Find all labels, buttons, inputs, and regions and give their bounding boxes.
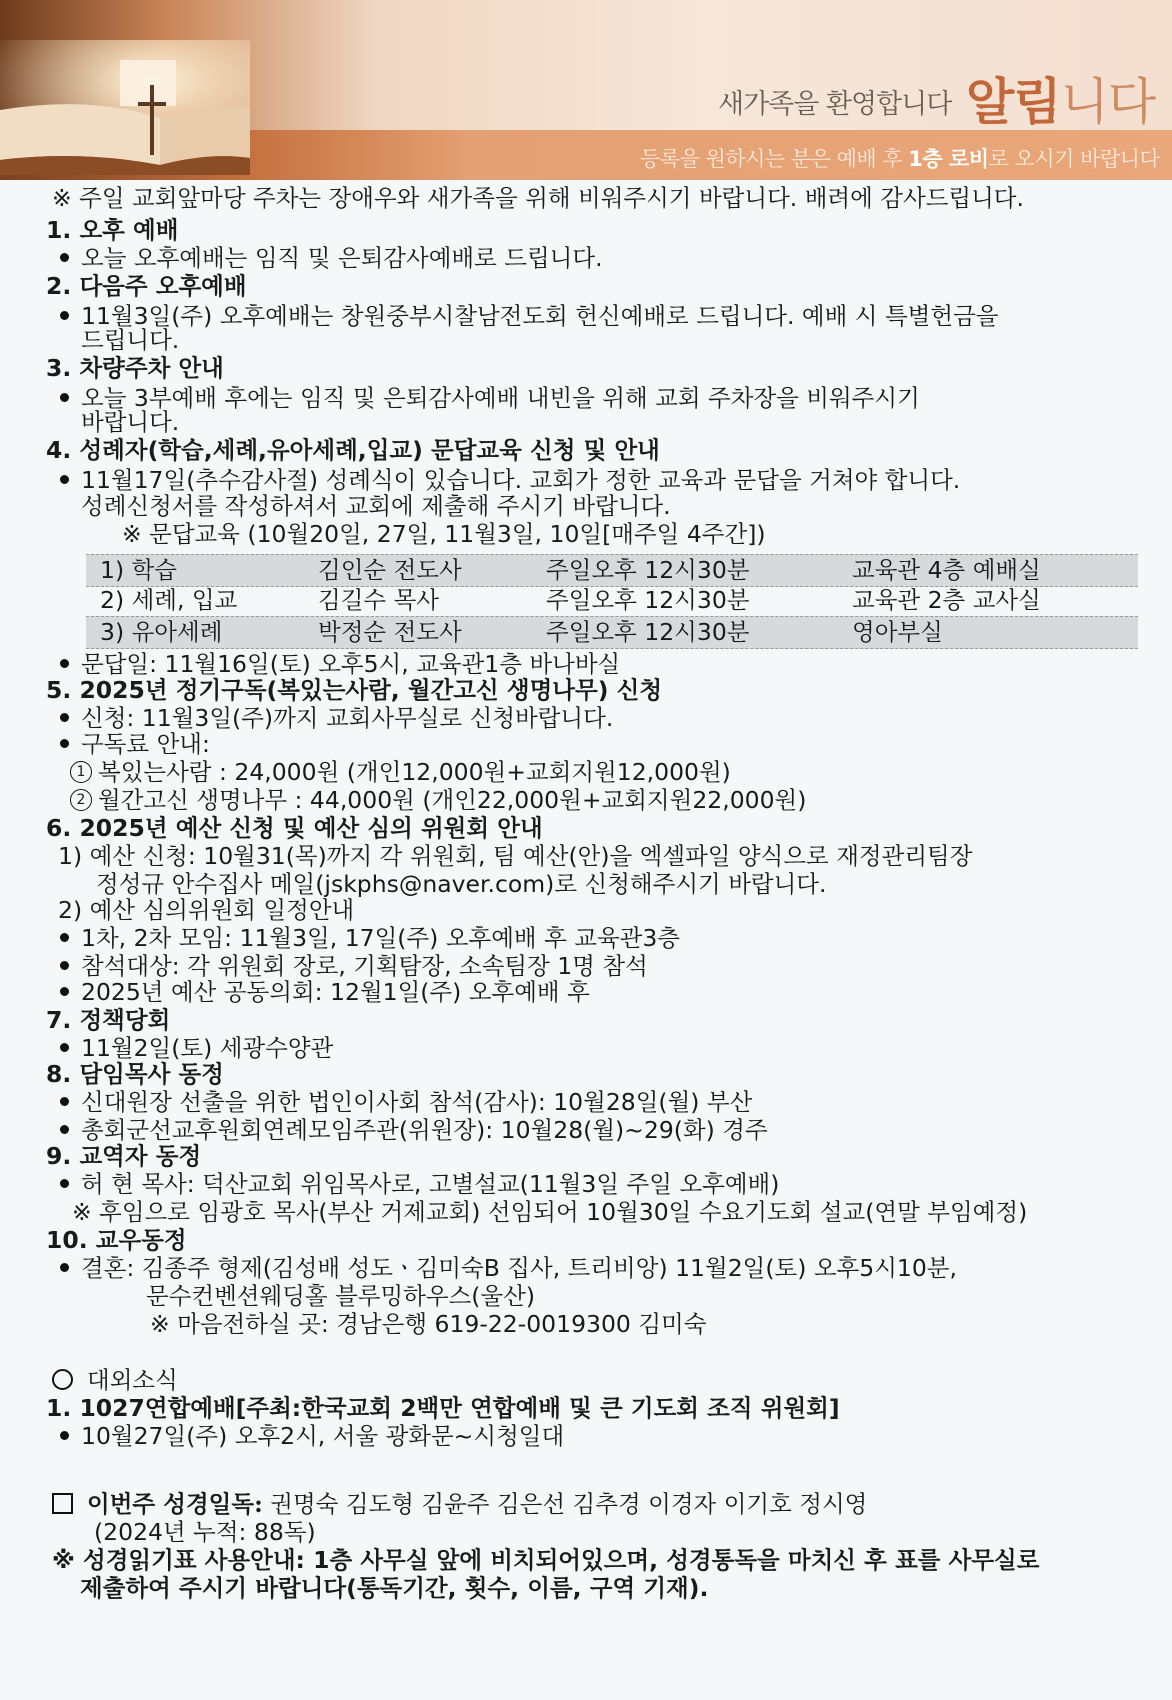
edu-row-3 <box>86 616 1138 649</box>
header-sub-post: 로 오시기 바랍니다 <box>988 147 1160 171</box>
section-3-item <box>60 384 920 412</box>
bible-sheet-note-1: ※ 성경읽기표 사용안내: 1층 사무실 앞에 비치되어있으며, 성경통독을 마치신 후 표를 사무실로 <box>52 1546 1040 1574</box>
section-9-item <box>60 1170 779 1198</box>
section-6-item-2 <box>60 952 648 980</box>
outside-news-title <box>52 1366 178 1394</box>
section-6-item-1 <box>60 924 680 952</box>
section-10-note: ※ 마음전하실 곳: 경남은행 619-22-0019300 김미숙 <box>150 1310 707 1338</box>
edu-teacher: 김인순 전도사 <box>318 556 462 584</box>
section-5-item-1 <box>60 704 613 732</box>
section-10-title: 10. 교우동정 <box>46 1226 187 1254</box>
section-7-text: 11월2일(토) 세광수양관 <box>81 1034 334 1062</box>
section-4-item <box>60 466 960 494</box>
outside-news-text: 10월27일(주) 오후2시, 서울 광화문~시청일대 <box>81 1422 565 1450</box>
section-3-text: 오늘 3부예배 후에는 임직 및 은퇴감사예배 내빈을 위해 교회 주차장을 비워주시기 <box>81 384 920 412</box>
section-9-text: 허 현 목사: 덕산교회 위임목사로, 고별설교(11월3일 주일 오후예배) <box>81 1170 780 1198</box>
outside-news-label: 대외소식 <box>87 1366 178 1394</box>
bullet-icon <box>60 961 69 970</box>
edu-type: 3) 유아세례 <box>100 618 223 646</box>
section-6-line-2: 2) 예산 심의위원회 일정안내 <box>58 896 355 924</box>
bullet-icon <box>60 1125 69 1134</box>
welcome-text: 새가족을 환영합니다 <box>718 89 952 120</box>
bullet-icon <box>60 1431 69 1440</box>
edu-row-1 <box>86 554 1138 587</box>
section-7-item <box>60 1034 333 1062</box>
edu-teacher: 김길수 목사 <box>318 586 439 614</box>
bullet-icon <box>60 739 69 748</box>
section-8-text-1: 신대원장 선출을 위한 법인이사회 참석(감사): 10월28일(월) 부산 <box>81 1088 753 1116</box>
edu-row-2 <box>86 585 1138 616</box>
edu-type: 1) 학습 <box>100 556 177 584</box>
section-4-text: 11월17일(추수감사절) 성례식이 있습니다. 교회가 정한 교육과 문답을 거쳐야 합니다. <box>81 466 961 494</box>
subscription-1-text: 복있는사람 : 24,000원 (개인12,000원+교회지원12,000원) <box>98 758 731 786</box>
edu-time: 주일오후 12시30분 <box>546 556 750 584</box>
edu-time: 주일오후 12시30분 <box>546 586 750 614</box>
circled-number-1: 1 <box>70 761 92 783</box>
section-8-item-1 <box>60 1088 752 1116</box>
bullet-icon <box>60 1179 69 1188</box>
bullet-icon <box>60 1097 69 1106</box>
edu-teacher: 박정순 전도사 <box>318 618 462 646</box>
checkbox-square-icon <box>52 1493 73 1514</box>
header-sub-pre: 등록을 원하시는 분은 예배 후 <box>640 147 909 171</box>
section-3-cont: 바랍니다. <box>81 408 180 436</box>
section-4-item-2 <box>60 650 620 678</box>
section-1-item <box>60 244 603 272</box>
section-4-cont: 성례신청서를 작성하셔서 교회에 제출해 주시기 바랍니다. <box>81 492 671 520</box>
section-6-text-3: 2025년 예산 공동의회: 12월1일(주) 오후예배 후 <box>81 978 590 1006</box>
bible-reading <box>52 1490 867 1518</box>
edu-place: 영아부실 <box>852 618 943 646</box>
section-3-title: 3. 차량주차 안내 <box>46 354 224 382</box>
circle-icon <box>52 1369 73 1390</box>
outside-news-detail <box>60 1422 564 1450</box>
section-2-title: 2. 다음주 오후예배 <box>46 272 247 300</box>
bullet-icon <box>60 1043 69 1052</box>
circled-number-2: 2 <box>70 789 92 811</box>
section-5-item-2 <box>60 730 210 758</box>
header-title-strong: 알림 <box>966 73 1061 131</box>
section-8-text-2: 총회군선교후원회연례모임주관(위원장): 10월28(월)~29(화) 경주 <box>81 1116 768 1144</box>
section-2-cont: 드립니다. <box>81 326 180 354</box>
section-2-item <box>60 302 999 330</box>
bullet-icon <box>60 659 69 668</box>
section-6-text-1: 1차, 2차 모임: 11월3일, 17일(주) 오후예배 후 교육관3층 <box>81 924 681 952</box>
section-10-cont: 문수컨벤션웨딩홀 블루밍하우스(울산) <box>146 1282 536 1310</box>
header-title <box>966 62 1155 134</box>
section-6-line-1-cont: 정성규 안수집사 메일(jskphs@naver.com)로 신청해주시기 바랍니다. <box>96 870 827 898</box>
section-10-item <box>60 1254 957 1282</box>
subscription-2 <box>70 786 806 814</box>
edu-place: 교육관 2층 교사실 <box>852 586 1041 614</box>
header-title-rest: 니다 <box>1060 73 1156 131</box>
section-2-text: 11월3일(주) 오후예배는 창원중부시찰남전도회 헌신예배로 드립니다. 예배 시 특별헌금을 <box>81 302 999 330</box>
section-10-text: 결혼: 김종주 형제(김성배 성도ㆍ김미숙B 집사, 트리비앙) 11월2일(토) 오후5시10분, <box>81 1254 957 1282</box>
bible-sheet-note-2: 제출하여 주시기 바랍니다(통독기간, 횟수, 이름, 구역 기재). <box>80 1574 709 1602</box>
section-1-text: 오늘 오후예배는 임직 및 은퇴감사예배로 드립니다. <box>81 244 603 272</box>
bible-cross-image <box>0 40 250 175</box>
bullet-icon <box>60 393 69 402</box>
header-banner <box>0 0 1172 180</box>
bible-reading-names: 권명숙 김도형 김윤주 김은선 김추경 이경자 이기호 정시영 <box>262 1490 868 1518</box>
section-4-title: 4. 성례자(학습,세례,유아세례,입교) 문답교육 신청 및 안내 <box>46 436 660 464</box>
bible-reading-colon: : <box>254 1490 263 1518</box>
bullet-icon <box>60 311 69 320</box>
section-7-title: 7. 정책당회 <box>46 1006 171 1034</box>
subscription-2-text: 월간고신 생명나무 : 44,000원 (개인22,000원+교회지원22,000원) <box>98 786 807 814</box>
section-4-text-2: 문답일: 11월16일(토) 오후5시, 교육관1층 바나바실 <box>81 650 621 678</box>
section-4-note: ※ 문답교육 (10월20일, 27일, 11월3일, 10일[매주일 4주간]) <box>122 520 766 548</box>
section-6-text-2: 참석대상: 각 위원회 장로, 기획탐장, 소속팀장 1명 참석 <box>81 952 648 980</box>
section-8-title: 8. 담임목사 동정 <box>46 1060 224 1088</box>
section-6-item-3 <box>60 978 590 1006</box>
subscription-1 <box>70 758 731 786</box>
section-9-note: ※ 후임으로 임광호 목사(부산 거제교회) 선임되어 10월30일 수요기도회 설교(연말 부임예정) <box>72 1198 1028 1226</box>
bible-reading-total: (2024년 누적: 88독) <box>94 1518 316 1546</box>
edu-type: 2) 세례, 입교 <box>100 586 238 614</box>
section-5-title: 5. 2025년 정기구독(복있는사람, 월간고신 생명나무) 신청 <box>46 676 663 704</box>
section-5-text-2: 구독료 안내: <box>81 730 210 758</box>
bullet-icon <box>60 713 69 722</box>
section-8-item-2 <box>60 1116 768 1144</box>
bible-reading-label: 이번주 성경일독 <box>87 1490 255 1518</box>
top-notice: ※ 주일 교회앞마당 주차는 장애우와 새가족을 위해 비워주시기 바랍니다. 배려에 감사드립니다. <box>52 184 1024 212</box>
section-1-title: 1. 오후 예배 <box>46 216 179 244</box>
outside-news-item: 1. 1027연합예배[주최:한국교회 2백만 연합예배 및 큰 기도회 조직 위원회] <box>46 1394 840 1422</box>
bullet-icon <box>60 987 69 996</box>
header-sub-bold: 1층 로비 <box>908 147 989 171</box>
bullet-icon <box>60 253 69 262</box>
section-6-line-1: 1) 예산 신청: 10월31(목)까지 각 위원회, 팀 예산(안)을 엑셀파일 양식으로 재정관리팀장 <box>58 842 973 870</box>
section-9-title: 9. 교역자 동정 <box>46 1142 202 1170</box>
bullet-icon <box>60 475 69 484</box>
edu-place: 교육관 4층 예배실 <box>852 556 1041 584</box>
bullet-icon <box>60 933 69 942</box>
section-5-text-1: 신청: 11월3일(주)까지 교회사무실로 신청바랍니다. <box>81 704 614 732</box>
section-6-title: 6. 2025년 예산 신청 및 예산 심의 위원회 안내 <box>46 814 543 842</box>
edu-time: 주일오후 12시30분 <box>546 618 750 646</box>
header-subtitle <box>640 143 1159 173</box>
bullet-icon <box>60 1263 69 1272</box>
